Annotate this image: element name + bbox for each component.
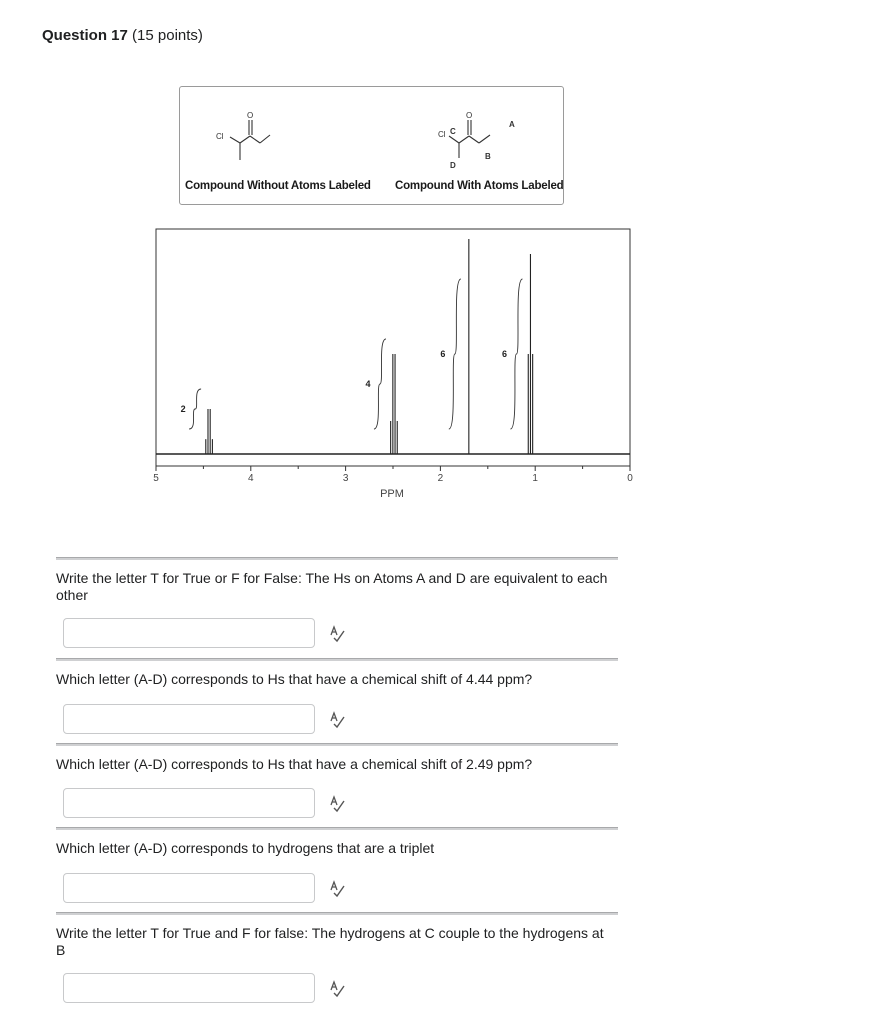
integral-label: 4 [365, 379, 371, 389]
question-separator [56, 743, 618, 746]
spellcheck-icon[interactable] [328, 711, 348, 729]
question-separator [56, 827, 618, 830]
answer-input-1[interactable] [63, 618, 315, 648]
answer-input-5[interactable] [63, 973, 315, 1003]
right-molecule [449, 120, 490, 158]
answer-input-3[interactable] [63, 788, 315, 818]
x-tick-label: 4 [248, 473, 254, 484]
question-separator [56, 658, 618, 661]
x-axis-ticks [156, 466, 630, 471]
question-prompt-1: Write the letter T for True or F for False: The Hs on Atoms A and D are equivalent to each other [56, 570, 608, 603]
spellcheck-icon[interactable] [328, 880, 348, 898]
nmr-spectrum [150, 226, 640, 506]
integral-label: 6 [440, 349, 446, 359]
question-prompt-2: Which letter (A-D) corresponds to Hs that have a chemical shift of 4.44 ppm? [56, 671, 533, 687]
integral-label: 2 [180, 404, 186, 414]
left-molecule [230, 120, 270, 160]
left-o-label: O [247, 111, 254, 120]
x-axis-tick-labels [153, 473, 633, 484]
integral-label: 6 [501, 349, 507, 359]
right-cl-label: Cl [438, 130, 446, 139]
x-tick-label: 2 [437, 473, 444, 484]
structure-box [179, 86, 564, 205]
spellcheck-icon[interactable] [328, 625, 348, 643]
question-points: (15 points) [132, 27, 203, 44]
right-caption: Compound With Atoms Labeled [395, 180, 564, 192]
right-c-label: C [450, 127, 456, 136]
spellcheck-icon[interactable] [328, 980, 348, 998]
question-prompt-5: Write the letter T for True and F for false: The hydrogens at C couple to the hydrogens at B [56, 925, 604, 958]
answer-input-2[interactable] [63, 704, 315, 734]
x-tick-label: 1 [532, 473, 538, 484]
question-separator [56, 912, 618, 915]
right-a-label: A [509, 120, 515, 129]
question-title [42, 27, 203, 44]
x-axis-label: PPM [380, 488, 404, 500]
x-tick-label: 5 [153, 473, 159, 484]
right-o-label: O [466, 111, 473, 120]
question-prompt-4: Which letter (A-D) corresponds to hydrogens that are a triplet [56, 840, 435, 856]
x-tick-label: 3 [342, 473, 349, 484]
right-b-label: B [485, 152, 491, 161]
answer-input-4[interactable] [63, 873, 315, 903]
x-tick-label: 0 [627, 473, 633, 484]
question-prompt-3: Which letter (A-D) corresponds to Hs that have a chemical shift of 2.49 ppm? [56, 756, 533, 772]
right-d-label: D [450, 161, 456, 170]
left-caption: Compound Without Atoms Labeled [185, 180, 371, 192]
question-separator [56, 557, 618, 560]
spellcheck-icon[interactable] [328, 795, 348, 813]
left-cl-label: Cl [216, 132, 224, 141]
question-number: Question 17 [42, 27, 128, 44]
